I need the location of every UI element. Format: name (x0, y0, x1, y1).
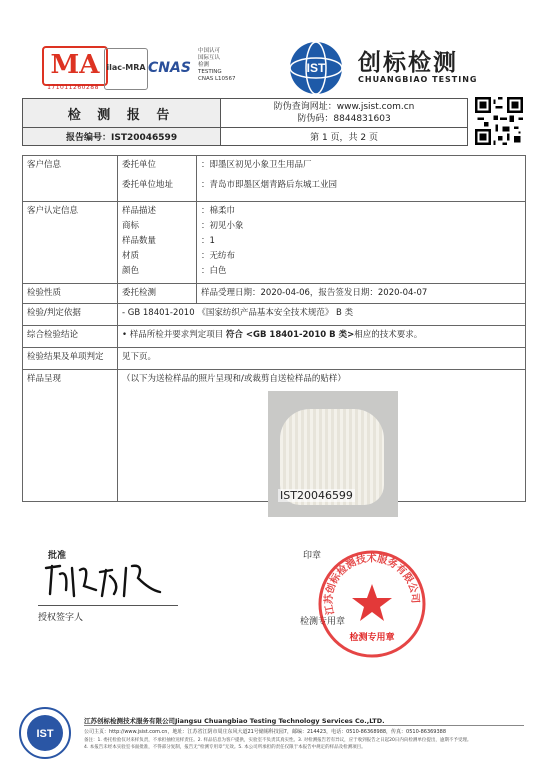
basis-label: 检验/判定依据 (23, 304, 118, 326)
sample-material: 无纺布 (209, 251, 236, 261)
footer-company: 江苏创标检测技术服务有限公司Jiangsu Chuangbiao Testing Technology Services Co.,LTD. (84, 717, 385, 725)
footer-address: 公司主页：http://www.jsist.com.cn，地址：江苏省江阴市周庄东风大道21号储锡科技园7，邮编：214423，电话：0510-86368988，传真：0510-86369388 (84, 729, 447, 735)
footer-note: 备注：1. 委托检验仅对来样负责，不承担抽检送样责任。2. 样品信息为客户提供，实验室不负责其真实性。3. 对检测报告若有异议，应于收到报告之日起20日内向检测单位提出，逾期不予受理。 (84, 738, 472, 743)
cnas-info (198, 48, 236, 83)
sample-note: （以下为送检样品的照片呈现和/或裁剪自送检样品的贴样） (118, 370, 526, 502)
signature-line (38, 605, 178, 606)
cnas-info-line: 检测 (198, 62, 210, 68)
sample-qty: 1 (209, 236, 215, 246)
confirm-key: 样品描述 (122, 206, 157, 216)
client-company: 即墨区初见小象卫生用品厂 (209, 160, 312, 170)
client-address: 青岛市即墨区烟青路后东城工业园 (209, 180, 338, 190)
cnas-info-line: CNAS L10567 (198, 76, 236, 82)
client-value: ：即墨区初见小象卫生用品厂 (201, 160, 312, 170)
cnas-logo (148, 52, 196, 86)
official-seal (316, 548, 428, 660)
conclusion-prefix: • 样品所检并要求判定项目 (122, 330, 226, 340)
ist-globe-logo (288, 40, 344, 96)
seal-bottom-label: 检测专用章 (300, 617, 346, 627)
results-label: 检验结果及单项判定 (23, 348, 118, 370)
test-nature-label: 检验性质 (23, 284, 118, 304)
brand-name-en: CHUANGBIAO TESTING (358, 75, 478, 84)
sample-photo (268, 391, 398, 517)
report-header-table (22, 98, 468, 146)
conclusion-suffix: 相应的技术要求。 (354, 330, 423, 340)
report-number: 报告编号：IST20046599 (23, 128, 221, 146)
cnas-info-line: 中国认可 (198, 48, 221, 54)
conclusion-label: 综合检验结论 (23, 326, 118, 348)
report-dates: 样品受理日期：2020-04-06，报告签发日期：2020-04-07 (197, 284, 526, 304)
qr-code (475, 97, 523, 145)
cma-logo-text: MA (42, 46, 108, 86)
verify-code: 防伪码：8844831603 (297, 114, 391, 124)
test-nature-value: 委托检测 (118, 284, 197, 304)
results-value: 见下页。 (118, 348, 526, 370)
report-title: 检 测 报 告 (23, 99, 221, 128)
ilac-label: ilac-MRA (106, 63, 146, 72)
page-number: 第 1 页，共 2 页 (221, 128, 468, 146)
cma-logo (42, 46, 104, 94)
client-keys (118, 156, 197, 202)
cma-number: 171011260288 (47, 84, 99, 91)
client-key: 委托单位地址 (122, 180, 174, 190)
footer-ist-logo (18, 706, 72, 760)
confirm-key: 商标 (122, 221, 140, 231)
seal-text: 江苏创标检测技术服务有限公司 (323, 553, 421, 616)
sample-brand: 初见小象 (209, 221, 244, 231)
confirm-info-label: 客户认定信息 (23, 202, 118, 284)
signer-label: 授权签字人 (38, 613, 84, 623)
brand-name-cn: 创标检测 (358, 49, 458, 76)
basis-value: - GB 18401-2010 《国家纺织产品基本安全技术规范》 B 类 (118, 304, 526, 326)
client-value: ：青岛市即墨区烟青路后东城工业园 (201, 180, 338, 190)
approve-label: 批准 (48, 551, 67, 561)
verify-site: 防伪查询网址：www.jsist.com.cn (273, 102, 415, 112)
ilac-mra-logo (104, 48, 148, 90)
footer-logo-text: IST (36, 728, 54, 740)
confirm-keys (118, 202, 197, 284)
client-values (197, 156, 526, 202)
seal-center-text: 检测专用章 (349, 633, 395, 643)
sample-tag: IST20046599 (280, 489, 353, 502)
cnas-label: CNAS (148, 60, 191, 76)
ist-logo-text: IST (306, 61, 326, 75)
client-key: 委托单位 (122, 160, 157, 170)
footer-divider (84, 725, 524, 726)
cnas-info-line: TESTING (198, 69, 222, 75)
verify-info (221, 99, 468, 128)
cnas-info-line: 国际互认 (198, 55, 221, 61)
footer-note: 4. 本报告未经本实验室书面批准，不得部分复制，报告无“检测专用章”无效。5. 本公司所承担的责任仅限于本报告中规定的样品及检测项目。 (84, 745, 366, 750)
client-info-label: 客户信息 (23, 156, 118, 202)
confirm-key: 样品数量 (122, 236, 157, 246)
confirm-key: 颜色 (122, 266, 140, 276)
handwritten-signature (40, 560, 180, 604)
confirm-key: 材质 (122, 251, 140, 261)
sample-color: 白色 (209, 266, 227, 276)
conclusion-value (118, 326, 526, 348)
sample-desc: 棉柔巾 (209, 206, 236, 216)
conclusion-bold: 符合 <GB 18401-2010 B 类> (225, 330, 355, 340)
confirm-values: ：棉柔巾 ：初见小象 ：1 ：无纺布 ：白色 (197, 202, 526, 284)
seal-label: 印章 (303, 551, 322, 561)
sample-label: 样品呈现 (23, 370, 118, 502)
